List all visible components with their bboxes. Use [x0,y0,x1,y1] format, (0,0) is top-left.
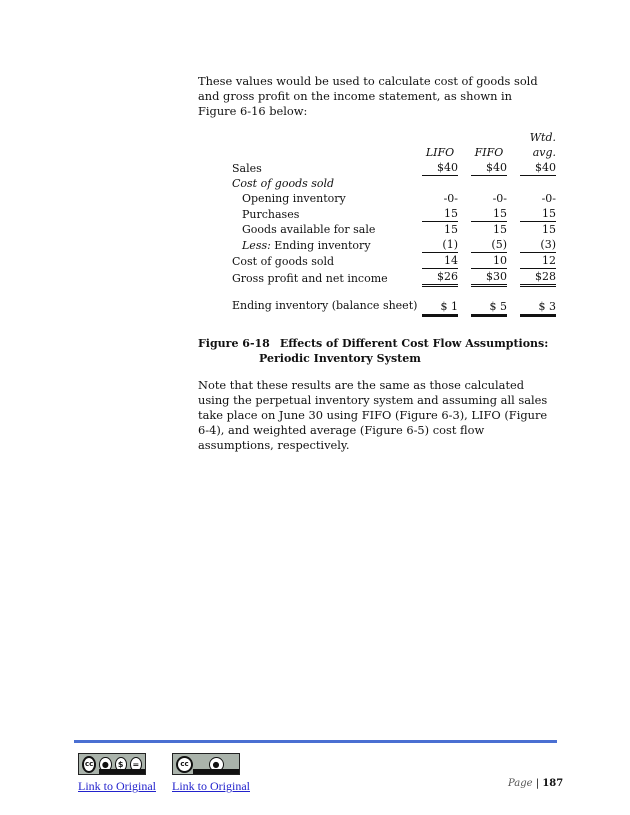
header-row-1 [232,130,556,145]
table-row [232,253,556,269]
wtd-value: (3) [520,237,556,253]
row-label: Gross profit and net income [232,271,388,285]
by-icon: ● [99,757,111,772]
lifo-value: 15 [444,223,458,236]
row-label: Cost of goods sold [232,177,335,190]
fifo-value: $ 5 [471,299,507,316]
cc-by-nc-nd-license-badge[interactable] [78,753,146,775]
row-label: Opening inventory [242,192,346,205]
lifo-value: $40 [422,160,458,176]
row-label: Sales [232,161,262,175]
link-to-original-1[interactable]: Link to Original [78,779,156,793]
table-row [232,160,556,176]
income-statement-table [232,130,556,317]
fifo-value: (5) [471,237,507,253]
lifo-value: 15 [422,206,458,222]
wtd-value: $ 3 [520,299,556,316]
fifo-value: 15 [493,223,507,236]
figure-caption [198,336,548,366]
badge-band [99,769,145,774]
caption-line1: Effects of Different Cost Flow Assumptions: [279,337,549,350]
table-row [232,237,556,253]
footer-rule [74,740,557,743]
wtd-value: 12 [520,253,556,269]
fifo-header: FIFO [474,146,504,159]
link-to-original-2[interactable]: Link to Original [172,779,250,793]
spacer-row [232,286,556,300]
wtd-value: -0- [541,192,556,205]
cc-icon: cc [176,756,193,773]
page-number-value: 187 [542,778,564,789]
caption-line2: Periodic Inventory System [259,352,421,365]
lifo-header: LIFO [425,146,455,159]
fifo-value: 15 [471,206,507,222]
nc-icon: $ [115,757,127,772]
row-label: Purchases [242,207,300,221]
cc-icon: cc [82,756,96,773]
row-label [232,237,422,253]
row-label: Ending inventory (balance sheet) [232,299,418,312]
lifo-value: $ 1 [422,299,458,316]
table-row [232,222,556,238]
table-row [232,269,556,286]
lifo-value: -0- [443,192,458,205]
wtd-value [520,176,556,192]
fifo-value: $40 [471,160,507,176]
fifo-value [471,176,507,192]
row-label: Cost of goods sold [232,254,335,268]
header-row-2 [232,145,556,160]
wtd-header-line1: Wtd. [529,131,556,144]
lifo-value: $26 [422,269,458,286]
nd-icon: = [130,757,142,772]
figure-number: Figure 6-18 [198,337,270,350]
wtd-value: $40 [520,160,556,176]
row-label: Goods available for sale [242,223,376,236]
intro-paragraph: These values would be used to calculate cost of goods sold and gross profit on the income statement, as shown in Figure 6-16 below: [198,74,538,118]
fifo-value: $30 [471,269,507,286]
cc-by-license-badge[interactable] [172,753,240,775]
table-row [232,191,556,206]
less-prefix: Less: [242,238,271,252]
row-label-text: Ending inventory [270,238,371,252]
wtd-value: 15 [520,206,556,222]
fifo-value: 10 [471,253,507,269]
page-label: Page [508,778,533,789]
wtd-value: 15 [542,223,556,236]
table-row [232,299,556,316]
page-separator: | [535,778,540,789]
by-icon: ● [209,757,224,772]
lifo-value: 14 [422,253,458,269]
lifo-value [422,176,458,192]
fifo-value: -0- [492,192,507,205]
lifo-value: (1) [422,237,458,253]
table-row [232,206,556,222]
page-number [508,778,563,789]
table-row [232,176,556,192]
note-paragraph: Note that these results are the same as those calculated using the perpetual inventory system and assuming all sales take place on June 30 using FIFO (Figure 6-3), LIFO (Figure 6-4), and weighted average (Figure 6-5) cost flow assumptions, respectively. [198,378,548,452]
wtd-value: $28 [520,269,556,286]
badge-band [193,769,239,774]
wtd-header-line2: avg. [532,146,556,159]
